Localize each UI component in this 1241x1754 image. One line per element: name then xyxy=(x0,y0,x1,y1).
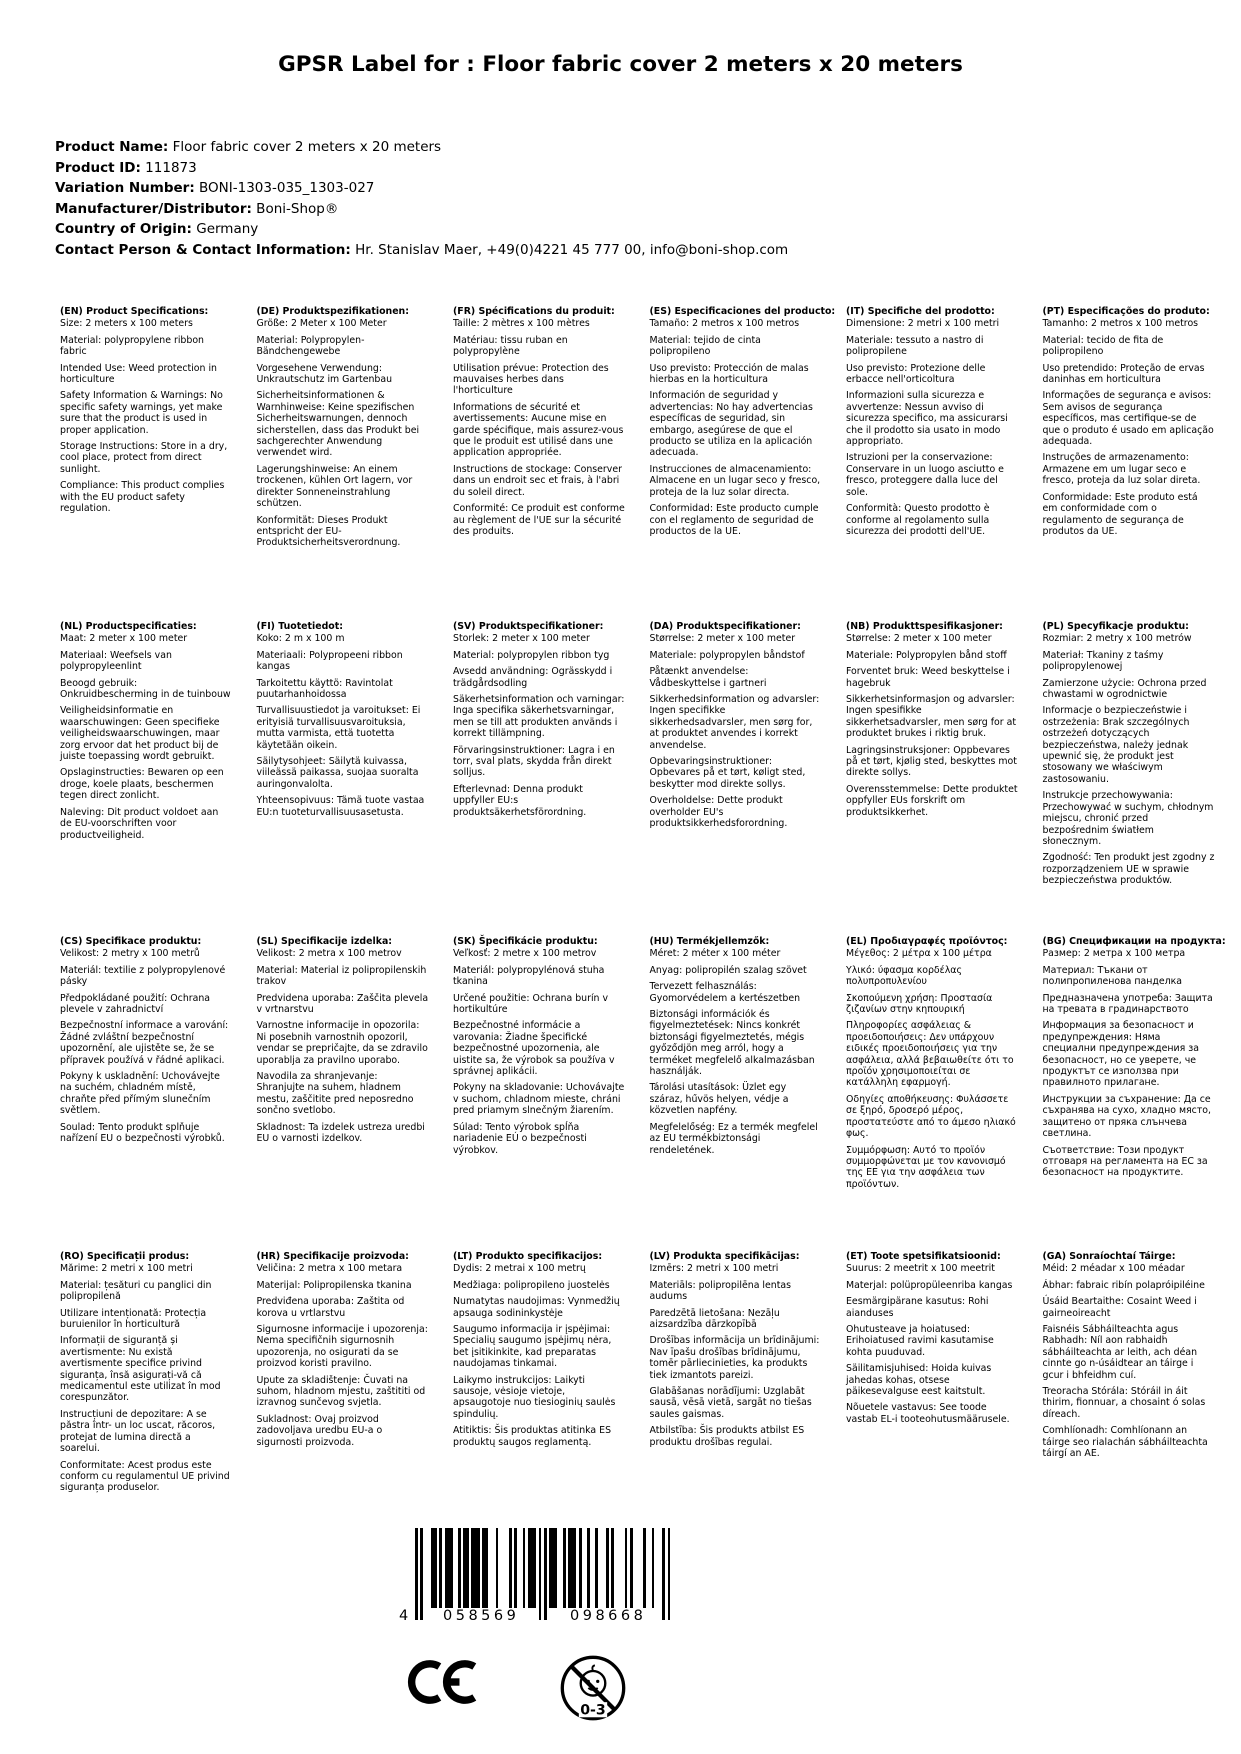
spec-paragraph: Υλικό: ύφασμα κορδέλας πολυπροπυλενίου xyxy=(846,964,962,988)
spec-paragraph: Pokyny k uskladnění: Uchovávejte na suchém, chladném místě, chraňte před přímým slunečním světlem. xyxy=(60,1071,220,1117)
spec-paragraph: Größe: 2 Meter x 100 Meter xyxy=(256,318,387,330)
spec-paragraph: Safety Information & Warnings: No specific safety warnings, yet make sure that the product is used in proper application. xyxy=(60,390,223,436)
info-value: BONI-1303-035_1303-027 xyxy=(194,180,375,196)
spec-paragraph: Informações de segurança e avisos: Sem avisos de segurança específicos, mas certifique-se de que o produto é usado em aplicação adequada. xyxy=(1042,390,1214,448)
barcode xyxy=(399,1528,705,1628)
info-line xyxy=(55,158,788,179)
spec-paragraph: Bezpečnostní informace a varování: Žádné zvláštní bezpečnostní upozornění, ale ujistěte se, že se přípravek používá v řádné aplikaci. xyxy=(60,1020,229,1066)
spec-paragraph: Размер: 2 метра x 100 метра xyxy=(1042,948,1186,960)
spec-paragraph: Информация за безопасност и предупреждения: Няма специални предупреждения за безопасност, но се уверете, че продуктът се използва при правилното прилагане. xyxy=(1042,1020,1199,1089)
spec-paragraph: Sicherheitsinformationen & Warnhinweise: Keine spezifischen Sicherheitswarnungen, dennoch sicherstellen, dass das Produkt bei sachgerechter Anwendung verwendet wird. xyxy=(256,390,420,459)
spec-heading: (PL) Specyfikacje produktu: xyxy=(1042,621,1189,632)
spec-paragraph: Eesmärgipärane kasutus: Rohi aianduses xyxy=(846,1296,989,1319)
spec-paragraph: Medžiaga: polipropileno juostelės xyxy=(453,1279,610,1291)
spec-paragraph: Size: 2 meters x 100 meters xyxy=(60,318,193,330)
spec-paragraph: Informations de sécurité et avertissements: Aucune mise en garde spécifique, mais assurez-vous que le produit est utilisé dans une application appropriée. xyxy=(453,401,624,459)
info-value: 111873 xyxy=(140,159,197,176)
spec-heading: (FI) Tuotetiedot: xyxy=(256,621,343,632)
spec-paragraph: Saugumo informacija ir įspėjimai: Specialių saugumo įspėjimų nėra, bet įsitikinkite, kad preparatas naudojamas tinkamai. xyxy=(453,1324,612,1370)
spec-paragraph: Material: Material iz polipropilenskih trakov xyxy=(256,964,427,988)
spec-block-pl xyxy=(1043,621,1215,936)
product-info xyxy=(55,137,788,260)
spec-paragraph: Storage Instructions: Store in a dry, cool place, protect from direct sunlight. xyxy=(60,441,228,475)
spec-paragraph: Informazioni sulla sicurezza e avvertenze: Nessun avviso di sicurezza specifico, ma assicurarsi che il prodotto sia usato in modo appropriato. xyxy=(846,390,1008,448)
spec-paragraph: Atbilstība: Šis produkts atbilst ES produktu drošības regulai. xyxy=(649,1425,805,1448)
spec-paragraph: Zamierzone użycie: Ochrona przed chwastami w ogrodnictwie xyxy=(1042,677,1207,701)
spec-paragraph: Treoracha Stórála: Stóráil in áit thirim, fionnuar, a chosaint ó solas díreach. xyxy=(1042,1386,1206,1420)
spec-paragraph: Předpokládané použití: Ochrana plevele v zahradnictví xyxy=(60,992,211,1016)
info-value: Floor fabric cover 2 meters x 20 meters xyxy=(168,139,442,155)
spec-block-el xyxy=(846,936,1018,1251)
info-label: Country of Origin: xyxy=(55,221,192,237)
spec-block-fi xyxy=(257,621,429,936)
spec-paragraph: Drošības informācija un brīdinājumi: Nav īpašu drošības brīdinājumu, tomēr pārliecinieties, ka produkts tiek izmantots pareizi. xyxy=(649,1335,820,1381)
spec-paragraph: Materiaal: Weefsels van polypropyleenlint xyxy=(60,649,172,673)
spec-paragraph: Zgodność: Ten produkt jest zgodny z rozporządzeniem UE w sprawie bezpieczeństwa produktów. xyxy=(1042,852,1215,887)
spec-paragraph: Velikost: 2 metra x 100 metrov xyxy=(256,948,402,960)
spec-block-lv xyxy=(650,1251,822,1499)
spec-paragraph: Instruções de armazenamento: Armazene em um lugar seco e fresco, proteja da luz solar direta. xyxy=(1042,452,1201,487)
spec-block-sk xyxy=(453,936,625,1251)
spec-paragraph: Informații de siguranță și avertismente: Nu există avertismente specifice privind siguranța, însă asigurați-vă că medicamentul este utilizat în mod corespunzător. xyxy=(60,1335,221,1404)
spec-paragraph: Storlek: 2 meter x 100 meter xyxy=(453,633,590,645)
spec-paragraph: Materiale: tessuto a nastro di polipropilene xyxy=(846,334,984,358)
spec-paragraph: Beoogd gebruik: Onkruidbescherming in de tuinbouw xyxy=(60,677,231,701)
spec-paragraph: Laikymo instrukcijos: Laikyti sausoje, vėsioje vietoje, apsaugotoje nuo tiesioginių saulės spindulių. xyxy=(453,1374,616,1420)
spec-paragraph: Sigurnosne informacije i upozorenja: Nema specifičnih sigurnosnih upozorenja, no osigurati da se proizvod koristi pravilno. xyxy=(256,1324,428,1370)
spec-heading: (LT) Produkto specifikacijos: xyxy=(453,1251,603,1262)
spec-heading: (LV) Produkta specifikācijas: xyxy=(649,1251,800,1262)
spec-block-ro xyxy=(60,1251,232,1499)
spec-paragraph: Tamaño: 2 metros x 100 metros xyxy=(649,318,800,330)
spec-paragraph: Lagringsinstruksjoner: Oppbevares på et tørt, kjølig sted, beskyttes mot direkte sollys. xyxy=(846,744,1017,779)
spec-paragraph: Soulad: Tento produkt splňuje nařízení EU o bezpečnosti výrobků. xyxy=(60,1121,225,1145)
spec-paragraph: Tárolási utasítások: Üzlet egy száraz, hűvös helyen, védje a közvetlen napfény. xyxy=(649,1082,789,1117)
barcode-digits-right: 098668 xyxy=(570,1608,647,1624)
spec-paragraph: Материал: Тъкани от полипропиленова панделка xyxy=(1042,964,1183,988)
spec-paragraph: Atitiktis: Šis produktas atitinka ES produktų saugos reglamentą. xyxy=(453,1425,612,1448)
spec-heading: (SK) Špecifikácie produktu: xyxy=(453,936,598,947)
spec-paragraph: Predvidena uporaba: Zaščita plevela v vrtnarstvu xyxy=(256,992,429,1016)
spec-paragraph: Materiál: textilie z polypropylenové pásky xyxy=(60,964,226,988)
spec-paragraph: Intended Use: Weed protection in horticulture xyxy=(60,362,217,386)
spec-heading: (RO) Specificații produs: xyxy=(60,1251,190,1262)
spec-heading: (NB) Produkttspesifikasjoner: xyxy=(846,621,1003,632)
spec-paragraph: Vorgesehene Verwendung: Unkrautschutz im Gartenbau xyxy=(256,362,393,386)
spec-heading: (FR) Spécifications du produit: xyxy=(453,306,615,317)
spec-paragraph: Velikost: 2 metry x 100 metrů xyxy=(60,948,200,960)
spec-paragraph: Materiale: Polypropylen bånd stoff xyxy=(846,649,1007,661)
spec-paragraph: Skladnost: Ta izdelek ustreza uredbi EU o varnosti izdelkov. xyxy=(256,1121,425,1145)
spec-paragraph: Material: tecido de fita de polipropileno xyxy=(1042,334,1164,358)
spec-heading: (DA) Produktspecifikationer: xyxy=(649,621,801,632)
spec-paragraph: Veľkosť: 2 metre x 100 metrov xyxy=(453,948,597,960)
spec-heading: (CS) Specifikace produktu: xyxy=(60,936,202,947)
info-value: Boni-Shop® xyxy=(251,200,339,217)
spec-block-ga xyxy=(1043,1251,1215,1499)
spec-paragraph: Utilizare intenționată: Protecția buruienilor în horticultură xyxy=(60,1307,207,1331)
spec-heading: (ET) Toote spetsifikatsioonid: xyxy=(846,1251,1001,1262)
spec-block-bg xyxy=(1042,936,1226,1251)
spec-block-fr xyxy=(453,306,625,621)
barcode-digits-left: 058569 xyxy=(443,1608,520,1624)
spec-paragraph: Conformitate: Acest produs este conform cu regulamentul UE privind siguranța produselor. xyxy=(60,1459,230,1494)
spec-block-pt xyxy=(1043,306,1215,621)
spec-paragraph: Uso previsto: Protezione delle erbacce nell'orticoltura xyxy=(846,362,986,386)
spec-heading: (BG) Спецификации на продукта: xyxy=(1042,936,1226,947)
age-warning-icon xyxy=(559,1654,627,1726)
spec-paragraph: Súlad: Tento výrobok spĺňa nariadenie EÚ o bezpečnosti výrobkov. xyxy=(453,1121,587,1156)
spec-paragraph: Izmērs: 2 metri x 100 metri xyxy=(649,1263,779,1275)
barcode-digit-prefix: 4 xyxy=(399,1608,412,1624)
spec-paragraph: Varnostne informacije in opozorila: Ni posebnih varnostnih opozoril, vendar se prepričajte, da se zdravilo uporablja za pravilno uporabo. xyxy=(256,1020,428,1066)
spec-paragraph: Instructions de stockage: Conserver dans un endroit sec et frais, à l'abri du soleil direct. xyxy=(453,463,622,498)
spec-paragraph: Upute za skladištenje: Čuvati na suhom, hladnom mjestu, zaštititi od izravnog sunčevog svjetla. xyxy=(256,1374,426,1409)
spec-paragraph: Instrukcje przechowywania: Przechowywać w suchym, chłodnym miejscu, chronić przed bezpośrednim światłem słonecznym. xyxy=(1042,790,1214,847)
spec-paragraph: Megfelelőség: Ez a termék megfelel az EU termékbiztonsági rendeletének. xyxy=(649,1121,818,1156)
spec-block-de xyxy=(257,306,429,621)
spec-paragraph: Naleving: Dit product voldoet aan de EU-voorschriften voor productveiligheid. xyxy=(60,806,219,841)
ce-mark-icon xyxy=(407,1654,477,1714)
spec-grid xyxy=(60,306,1239,1499)
spec-paragraph: Materiál: polypropylénová stuha tkanina xyxy=(453,964,605,988)
info-line xyxy=(55,240,788,261)
spec-paragraph: Konformität: Dieses Produkt entspricht der EU-Produktsicherheitsverordnung. xyxy=(256,514,401,549)
spec-paragraph: Taille: 2 mètres x 100 mètres xyxy=(453,318,590,330)
spec-paragraph: Bezpečnostné informácie a varovania: Žiadne špecifické bezpečnostné upozornenia, ale uistite sa, že výrobok sa používa v správnej aplikácii. xyxy=(453,1020,615,1078)
spec-paragraph: Säkerhetsinformation och varningar: Inga specifika säkerhetsvarningar, men se till att produkten används i korrekt tillämpning. xyxy=(453,694,625,740)
info-line xyxy=(55,137,788,158)
spec-paragraph: Biztonsági információk és figyelmeztetések: Nincs konkrét biztonsági figyelmeztetés, mégis győződjön meg arról, hogy a terméket megfelelő alkalmazásban használják. xyxy=(649,1009,815,1078)
spec-paragraph: Turvallisuustiedot ja varoitukset: Ei erityisiä turvallisuusvaroituksia, mutta varmista, että tuotetta käytetään oikein. xyxy=(256,705,421,751)
spec-paragraph: Conformidad: Este producto cumple con el reglamento de seguridad de productos de la UE. xyxy=(649,503,819,537)
spec-paragraph: Säilitamisjuhised: Hoida kuivas jahedas kohas, otsese päikesevalguse eest kaitstult. xyxy=(846,1363,992,1398)
spec-paragraph: Ohutusteave ja hoiatused: Erihoiatused ravimi kasutamise kohta puuduvad. xyxy=(846,1324,994,1358)
spec-paragraph: Nõuetele vastavus: See toode vastab EL-i tooteohutusmäärusele. xyxy=(846,1402,1010,1425)
spec-paragraph: Faisnéis Sábháilteachta agus Rabhadh: Níl aon rabhaidh sábháilteachta ar leith, ach déan cinnte go n-úsáidtear an táirge i gcur i bhfeidhm cuí. xyxy=(1042,1324,1198,1381)
spec-paragraph: Instrucciones de almacenamiento: Almacene en un lugar seco y fresco, proteja de la luz solar directa. xyxy=(649,463,821,498)
info-label: Variation Number: xyxy=(55,180,195,196)
age-warning-label: 0-3 xyxy=(580,1702,606,1719)
spec-paragraph: Úsáid Beartaithe: Cosaint Weed i gairneoireacht xyxy=(1042,1296,1197,1319)
spec-block-cs xyxy=(60,936,232,1251)
spec-heading: (PT) Especificações do produto: xyxy=(1042,306,1210,317)
spec-paragraph: Material: polypropylen ribbon tyg xyxy=(453,649,610,661)
compliance-marks xyxy=(407,1654,705,1726)
spec-paragraph: Conformità: Questo prodotto è conforme al regolamento sulla sicurezza dei prodotti dell'UE. xyxy=(846,503,990,537)
spec-paragraph: Avsedd användning: Ogrässkydd i trädgårdsodling xyxy=(453,666,613,689)
spec-paragraph: Förvaringsinstruktioner: Lagra i en torr, sval plats, skydda från direkt solljus. xyxy=(453,744,615,779)
spec-heading: (DE) Produktspezifikationen: xyxy=(256,306,409,317)
spec-paragraph: Uso previsto: Protección de malas hierbas en la horticultura xyxy=(649,362,809,386)
spec-heading: (HU) Termékjellemzők: xyxy=(649,936,770,947)
spec-paragraph: Materiał: Tkaniny z taśmy polipropylenowej xyxy=(1042,649,1164,673)
spec-paragraph: Méid: 2 méadar x 100 méadar xyxy=(1042,1263,1185,1275)
spec-paragraph: Påtænkt anvendelse: Vådbeskyttelse i gartneri xyxy=(649,666,767,689)
spec-paragraph: Dydis: 2 metrai x 100 metrų xyxy=(453,1263,586,1275)
spec-paragraph: Σκοπούμενη χρήση: Προστασία ζιζανίων στην κηπουρική xyxy=(846,992,993,1016)
spec-paragraph: Säilytysohjeet: Säilytä kuivassa, viileässä paikassa, suojaa suoralta auringonvalolta. xyxy=(256,756,419,790)
spec-heading: (SL) Specifikacije izdelka: xyxy=(256,936,393,947)
spec-heading: (EN) Product Specifications: xyxy=(60,306,209,317)
spec-paragraph: Veličina: 2 metra x 100 metara xyxy=(256,1263,403,1275)
spec-paragraph: Overholdelse: Dette produkt overholder EU's produktsikkerhedsforordning. xyxy=(649,795,788,830)
spec-paragraph: Συμμόρφωση: Αυτό το προϊόν συμμορφώνεται με τον κανονισμό της ΕΕ για την ασφάλεια των προϊόντων. xyxy=(846,1144,1006,1190)
spec-paragraph: Overensstemmelse: Dette produktet oppfyller EUs forskrift om produktsikkerhet. xyxy=(846,783,1018,818)
footer xyxy=(399,1528,705,1726)
spec-block-lt xyxy=(453,1251,625,1499)
spec-paragraph: Comhlíonadh: Comhlíonann an táirge seo rialachán sábháilteachta táirgí an AE. xyxy=(1042,1425,1208,1460)
spec-heading: (GA) Sonraíochtaí Táirge: xyxy=(1042,1251,1176,1262)
spec-paragraph: Tamanho: 2 metros x 100 metros xyxy=(1042,318,1199,330)
spec-paragraph: Sukladnost: Ovaj proizvod zadovoljava uredbu EU-a o sigurnosti proizvoda. xyxy=(256,1413,383,1448)
spec-paragraph: Forventet bruk: Weed beskyttelse i hagebruk xyxy=(846,666,1010,689)
barcode-bars xyxy=(415,1528,705,1620)
spec-heading: (NL) Productspecificaties: xyxy=(60,621,197,632)
spec-block-et xyxy=(846,1251,1018,1499)
spec-heading: (IT) Specifiche del prodotto: xyxy=(846,306,995,317)
info-line xyxy=(55,178,788,199)
info-line xyxy=(55,219,788,240)
spec-paragraph: Dimensione: 2 metri x 100 metri xyxy=(846,318,1000,330)
spec-paragraph: Material: tejido de cinta polipropileno xyxy=(649,334,761,358)
spec-heading: (HR) Specifikacije proizvoda: xyxy=(256,1251,409,1262)
spec-paragraph: Størrelse: 2 meter x 100 meter xyxy=(846,633,992,645)
spec-paragraph: Istruzioni per la conservazione: Conservare in un luogo asciutto e fresco, proteggere dalla luce del sole. xyxy=(846,452,1004,498)
spec-paragraph: Sikkerhedsinformation og advarsler: Ingen specifikke sikkerhedsadvarsler, men sørg for, at produktet anvendes i korrekt anvendelse. xyxy=(649,694,820,751)
spec-paragraph: Paredzētā lietošana: Nezāļu aizsardzība dārzkopībā xyxy=(649,1307,780,1331)
spec-paragraph: Sikkerhetsinformasjon og advarsler: Ingen spesifikke sikkerhetsadvarsler, men sørg for at produktet brukes i riktig bruk. xyxy=(846,694,1017,740)
spec-block-sv xyxy=(453,621,625,936)
spec-paragraph: Ábhar: fabraic ribín polapróipiléine xyxy=(1042,1279,1205,1291)
spec-paragraph: Veiligheidsinformatie en waarschuwingen: Geen specifieke veiligheidswaarschuwingen, maar zorg ervoor dat het product bij de juiste toepassing wordt gebruikt. xyxy=(60,705,220,763)
info-line xyxy=(55,199,788,220)
spec-paragraph: Opslaginstructies: Bewaren op een droge, koele plaats, beschermen tegen direct zonlicht. xyxy=(60,767,224,802)
info-value: Hr. Stanislav Maer, +49(0)4221 45 777 00, info@boni-shop.com xyxy=(350,241,789,258)
spec-paragraph: Materiāls: polipropilēna lentas audums xyxy=(649,1279,792,1303)
spec-paragraph: Navodila za shranjevanje: Shranjujte na suhem, hladnem mestu, zaščitite pred neposredno sončno svetlobo. xyxy=(256,1071,414,1117)
spec-paragraph: Tarkoitettu käyttö: Ravintolat puutarhanhoidossa xyxy=(256,677,393,701)
spec-paragraph: Instrucțiuni de depozitare: A se păstra într- un loc uscat, răcoros, protejat de lumina directă a soarelui. xyxy=(60,1408,216,1455)
spec-paragraph: Tervezett felhasználás: Gyomorvédelem a kertészetben xyxy=(649,981,801,1004)
spec-paragraph: Numatytas naudojimas: Vynmedžių apsauga sodininkystėje xyxy=(453,1296,620,1319)
spec-paragraph: Méret: 2 méter x 100 méter xyxy=(649,948,781,960)
spec-paragraph: Información de seguridad y advertencias: No hay advertencias específicas de seguridad, sin embargo, asegúrese de que el producto se utiliza en la aplicación adecuada. xyxy=(649,390,813,459)
spec-paragraph: Utilisation prévue: Protection des mauvaises herbes dans l'horticulture xyxy=(453,362,609,397)
spec-paragraph: Matériau: tissu ruban en polypropylène xyxy=(453,334,568,358)
spec-paragraph: Material: țesături cu panglici din polipropilenă xyxy=(60,1279,212,1303)
spec-heading: (SV) Produktspecifikationer: xyxy=(453,621,604,632)
spec-block-nb xyxy=(846,621,1018,936)
spec-block-nl xyxy=(60,621,232,936)
spec-paragraph: Πληροφορίες ασφάλειας & προειδοποιήσεις: Δεν υπάρχουν ειδικές προειδοποιήσεις για την ασφάλεια, αλλά βεβαιωθείτε ότι το προϊόν χρησιμοποιείται σε κατάλληλη εφαρμογή. xyxy=(846,1020,1014,1089)
spec-paragraph: Compliance: This product complies with the EU product safety regulation. xyxy=(60,480,225,515)
spec-paragraph: Uso pretendido: Proteção de ervas daninhas em horticultura xyxy=(1042,362,1205,386)
spec-paragraph: Materjal: polüpropüleenriba kangas xyxy=(846,1279,1013,1291)
spec-paragraph: Opbevaringsinstruktioner: Opbevares på et tørt, køligt sted, beskytter mod direkte sollys. xyxy=(649,756,806,790)
spec-paragraph: Инструкции за съхранение: Да се съхранява на сухо, хладно място, защитено от пряка слънчева светлина. xyxy=(1042,1093,1211,1140)
spec-paragraph: Materijal: Polipropilenska tkanina xyxy=(256,1279,412,1291)
spec-paragraph: Určené použitie: Ochrana burín v hortikultúre xyxy=(453,992,609,1016)
barcode-bar xyxy=(668,1528,671,1620)
spec-block-hu xyxy=(650,936,822,1251)
spec-paragraph: Conformité: Ce produit est conforme au règlement de l'UE sur la sécurité des produits. xyxy=(453,503,625,537)
spec-paragraph: Οδηγίες αποθήκευσης: Φυλάσσετε σε ξηρό, δροσερό μέρος, προστατεύστε από το άμεσο ηλιακό φως. xyxy=(846,1093,1016,1140)
spec-paragraph: Glabāšanas norādījumi: Uzglabāt sausā, vēsā vietā, sargāt no tiešas saules gaismas. xyxy=(649,1386,812,1420)
spec-block-en xyxy=(60,306,232,621)
spec-paragraph: Informacje o bezpieczeństwie i ostrzeżenia: Brak szczególnych ostrzeżeń dotyczących bezpieczeństwa, należy jednak upewnić się, że produkt jest stosowany we właściwym zastosowaniu. xyxy=(1042,705,1190,785)
spec-paragraph: Anyag: polipropilén szalag szövet xyxy=(649,964,807,976)
spec-block-da xyxy=(650,621,822,936)
barcode-digits xyxy=(399,1608,705,1628)
spec-paragraph: Koko: 2 m x 100 m xyxy=(256,633,345,645)
spec-paragraph: Materiale: polypropylen båndstof xyxy=(649,649,805,661)
spec-paragraph: Μέγεθος: 2 μέτρα x 100 μέτρα xyxy=(846,948,992,960)
info-label: Product Name: xyxy=(55,139,169,155)
spec-heading: (EL) Προδιαγραφές προϊόντος: xyxy=(846,936,1008,947)
spec-block-hr xyxy=(257,1251,429,1499)
spec-paragraph: Material: polypropylene ribbon fabric xyxy=(60,334,204,358)
spec-block-es xyxy=(649,306,836,621)
info-value: Germany xyxy=(191,221,259,237)
info-label: Product ID: xyxy=(55,159,141,176)
spec-heading: (ES) Especificaciones del producto: xyxy=(649,306,836,317)
spec-paragraph: Предназначена употреба: Защита на тревата в градинарството xyxy=(1042,992,1213,1016)
spec-paragraph: Mărime: 2 metri x 100 metri xyxy=(60,1263,193,1275)
spec-paragraph: Lagerungshinweise: An einem trockenen, kühlen Ort lagern, vor direkter Sonneneinstrahlung schützen. xyxy=(256,463,413,510)
spec-paragraph: Maat: 2 meter x 100 meter xyxy=(60,633,188,645)
spec-block-it xyxy=(846,306,1018,621)
page-title: GPSR Label for : Floor fabric cover 2 meters x 20 meters xyxy=(278,52,963,77)
spec-paragraph: Efterlevnad: Denna produkt uppfyller EU:s produktsäkerhetsförordning. xyxy=(453,783,587,818)
info-label: Contact Person & Contact Information: xyxy=(55,241,351,258)
spec-paragraph: Rozmiar: 2 metry x 100 metrów xyxy=(1042,633,1192,645)
spec-paragraph: Størrelse: 2 meter x 100 meter xyxy=(649,633,796,645)
spec-block-sl xyxy=(257,936,429,1251)
spec-paragraph: Pokyny na skladovanie: Uchovávajte v suchom, chladnom mieste, chráni pred priamym slnečným žiarením. xyxy=(453,1082,625,1117)
info-label: Manufacturer/Distributor: xyxy=(55,200,252,217)
spec-paragraph: Material: Polypropylen-Bändchengewebe xyxy=(256,334,365,358)
spec-paragraph: Materiaali: Polypropeeni ribbon kangas xyxy=(256,649,403,673)
spec-paragraph: Conformidade: Este produto está em conformidade com o regulamento de segurança de produtos da UE. xyxy=(1042,491,1198,537)
spec-paragraph: Съответствие: Този продукт отговаря на регламента на ЕС за безопасност на продуктите. xyxy=(1042,1144,1208,1179)
spec-paragraph: Suurus: 2 meetrit x 100 meetrit xyxy=(846,1263,995,1275)
spec-paragraph: Yhteensopivuus: Tämä tuote vastaa EU:n tuoteturvallisuusasetusta. xyxy=(256,795,425,818)
spec-paragraph: Predviđena uporaba: Zaštita od korova u vrtlarstvu xyxy=(256,1296,405,1319)
